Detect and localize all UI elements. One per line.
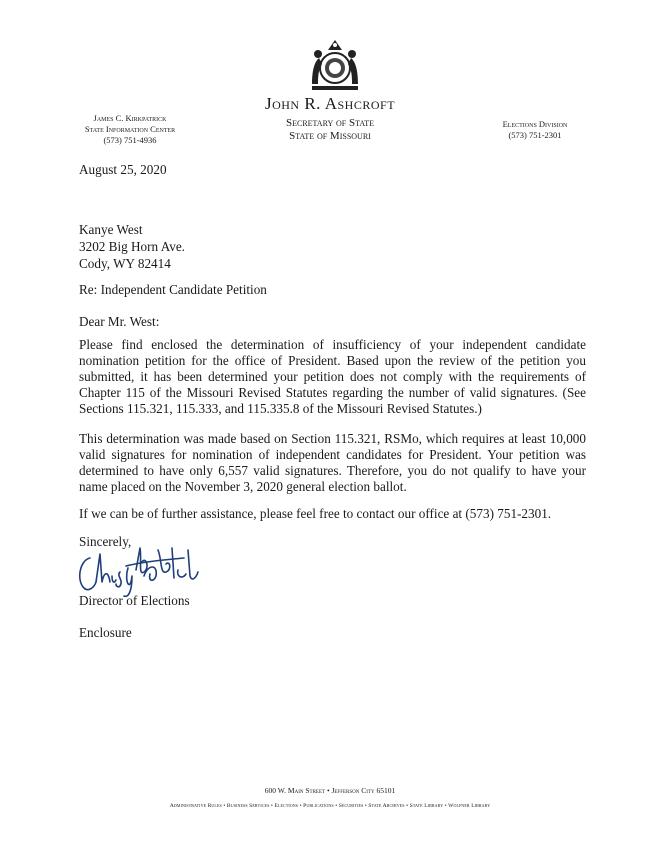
footer-services-list: Administrative Rules • Business Services • Elections • Publications • Securities • State Archives • State Library • Wolfner Library	[169, 803, 491, 809]
division-phone: (573) 751-2301	[508, 130, 562, 140]
recipient-address	[79, 222, 185, 273]
salutation: Dear Mr. West:	[79, 314, 160, 329]
body-paragraph-1: Please find enclosed the determination of insufficiency of your independent candidate nomination petition for the office of President. Based upon the review of the petition you submitted, it has been determined your petition does not comply with the requirements of Chapter 115 of the Missouri Revised Statutes regarding the number of valid signatures. (See Sections 115.321, 115.333, and 115.335.8 of the Missouri Revised Statutes.)	[79, 337, 586, 416]
signature-image	[72, 536, 206, 600]
missouri-state-seal-icon	[306, 36, 364, 94]
footer-address: 600 W. Main Street • Jefferson City 65101	[264, 786, 396, 795]
signer-title: Director of Elections	[79, 593, 190, 608]
division-name: Elections Division	[502, 119, 568, 129]
contact-building: State Information Center	[84, 124, 176, 134]
recipient-city: Cody, WY 82414	[79, 256, 171, 271]
recipient-name: Kanye West	[79, 222, 143, 237]
state-name: State of Missouri	[289, 130, 371, 142]
state-information-center-contact	[50, 113, 210, 146]
body-paragraph-2: This determination was made based on Section 115.321, RSMo, which requires at least 10,000 valid signatures for nomination of independent candidates for President. Your petition was determined to have only 6,557 valid signatures. Therefore, you do not qualify to have your name placed on the November 3, 2020 general election ballot.	[79, 431, 586, 494]
contact-phone: (573) 751-4936	[103, 135, 157, 145]
closing: Sincerely,	[79, 534, 132, 549]
recipient-street: 3202 Big Horn Ave.	[79, 239, 185, 254]
enclosure-note: Enclosure	[79, 625, 132, 640]
body-paragraph-3: If we can be of further assistance, please feel free to contact our office at (573) 751-2301.	[79, 506, 552, 521]
letter-date: August 25, 2020	[79, 162, 167, 177]
contact-name: James C. Kirkpatrick	[93, 113, 167, 123]
letter-subject: Re: Independent Candidate Petition	[79, 282, 267, 297]
elections-division-contact	[466, 119, 604, 141]
secretary-title: Secretary of State	[285, 117, 374, 129]
secretary-name: John R. Ashcroft	[264, 94, 396, 113]
